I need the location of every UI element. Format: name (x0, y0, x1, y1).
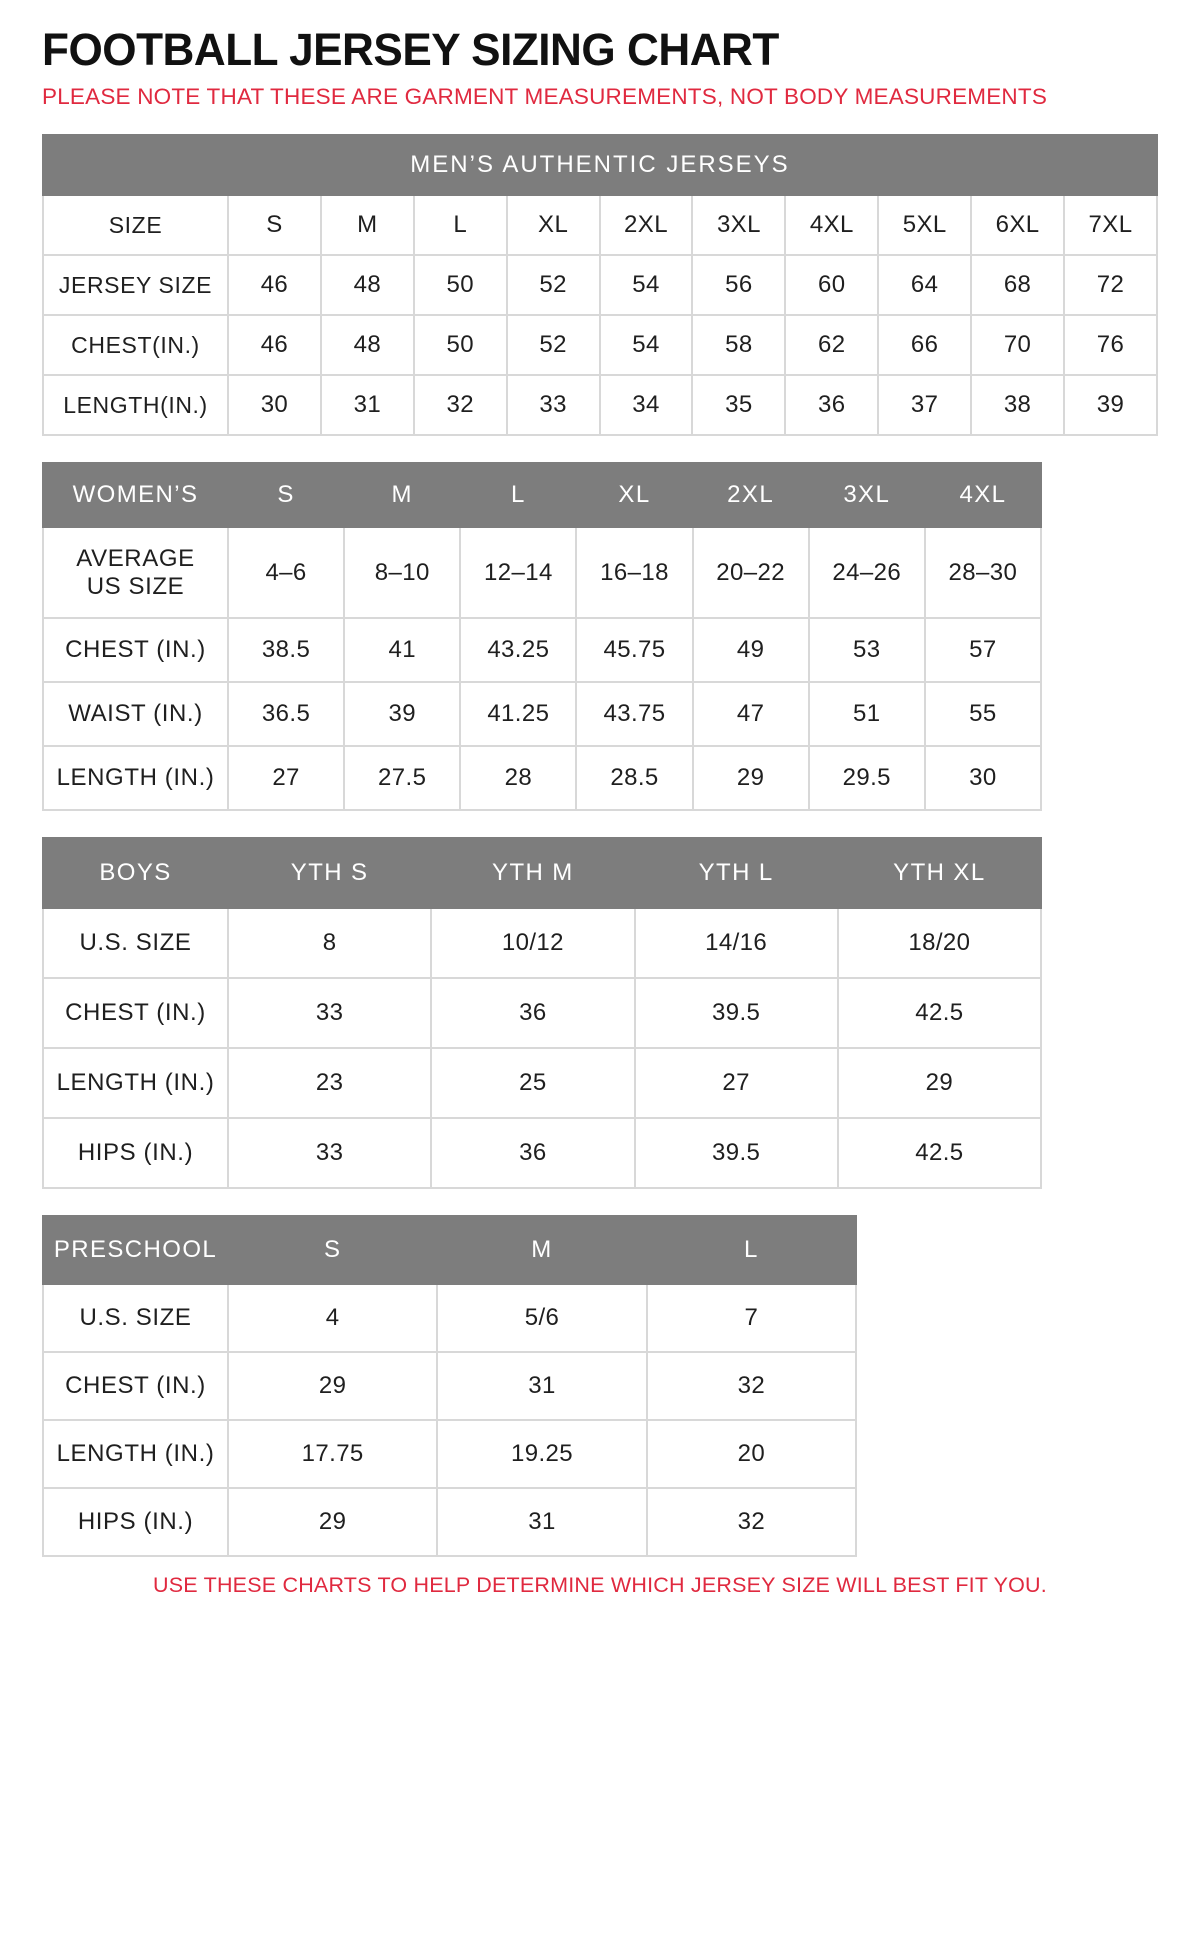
cell: 37 (878, 375, 971, 435)
cell: 32 (647, 1352, 856, 1420)
mens-table-wrapper (42, 134, 1158, 436)
table-row (43, 527, 1041, 618)
cell: 25 (431, 1048, 634, 1118)
column-header: YTH L (635, 838, 838, 908)
cell: 4–6 (228, 527, 344, 618)
cell: 62 (785, 315, 878, 375)
cell: 36 (431, 1118, 634, 1188)
cell: 55 (925, 682, 1041, 746)
cell: 31 (437, 1488, 646, 1556)
mens-band-label: MEN’S AUTHENTIC JERSEYS (43, 135, 1157, 195)
cell: 50 (414, 255, 507, 315)
measurement-note: PLEASE NOTE THAT THESE ARE GARMENT MEASUREMENTS, NOT BODY MEASUREMENTS (42, 84, 1048, 110)
cell: 39 (1064, 375, 1157, 435)
cell: 64 (878, 255, 971, 315)
cell: 56 (692, 255, 785, 315)
cell: 52 (507, 315, 600, 375)
table-row (43, 315, 1157, 375)
row-label: HIPS (IN.) (43, 1488, 228, 1556)
cell: 54 (600, 255, 693, 315)
row-label (43, 527, 228, 618)
table-row (43, 1352, 856, 1420)
row-label: WAIST (IN.) (43, 682, 228, 746)
column-header: L (460, 463, 576, 527)
cell: 33 (507, 375, 600, 435)
row-label: CHEST (IN.) (43, 978, 228, 1048)
cell: 43.25 (460, 618, 576, 682)
column-header: 4XL (925, 463, 1041, 527)
table-row (43, 618, 1041, 682)
cell: 8 (228, 908, 431, 978)
table-row (43, 1420, 856, 1488)
cell: 42.5 (838, 978, 1041, 1048)
cell: 33 (228, 1118, 431, 1188)
cell: L (414, 195, 507, 255)
cell: 41 (344, 618, 460, 682)
cell: 39 (344, 682, 460, 746)
page-title: FOOTBALL JERSEY SIZING CHART (42, 24, 779, 75)
cell: 7XL (1064, 195, 1157, 255)
row-label: U.S. SIZE (43, 1284, 228, 1352)
table-row (43, 908, 1041, 978)
table-header-row (43, 838, 1041, 908)
column-header: M (437, 1216, 646, 1284)
row-label: SIZE (43, 195, 228, 255)
cell: 49 (693, 618, 809, 682)
cell: 52 (507, 255, 600, 315)
womens-header-label: WOMEN’S (43, 463, 228, 527)
cell: 54 (600, 315, 693, 375)
row-label: CHEST (IN.) (43, 618, 228, 682)
table-row (43, 1118, 1041, 1188)
cell: 4 (228, 1284, 437, 1352)
cell: 10/12 (431, 908, 634, 978)
cell: 20–22 (693, 527, 809, 618)
cell: 39.5 (635, 978, 838, 1048)
cell: 32 (414, 375, 507, 435)
cell: 17.75 (228, 1420, 437, 1488)
cell: 45.75 (576, 618, 692, 682)
column-header: YTH S (228, 838, 431, 908)
cell: 60 (785, 255, 878, 315)
cell: 46 (228, 255, 321, 315)
cell: 3XL (692, 195, 785, 255)
table-row (43, 1048, 1041, 1118)
cell: 24–26 (809, 527, 925, 618)
row-label: JERSEY SIZE (43, 255, 228, 315)
column-header: XL (576, 463, 692, 527)
cell: 29 (228, 1352, 437, 1420)
cell: 14/16 (635, 908, 838, 978)
boys-header-label: BOYS (43, 838, 228, 908)
cell: XL (507, 195, 600, 255)
cell: 12–14 (460, 527, 576, 618)
cell: 5/6 (437, 1284, 646, 1352)
cell: S (228, 195, 321, 255)
cell: 46 (228, 315, 321, 375)
column-header: YTH XL (838, 838, 1041, 908)
cell: 39.5 (635, 1118, 838, 1188)
boys-table-wrapper (42, 837, 1042, 1189)
cell: 19.25 (437, 1420, 646, 1488)
cell: 28.5 (576, 746, 692, 810)
cell: 70 (971, 315, 1064, 375)
cell: 38 (971, 375, 1064, 435)
cell: 27.5 (344, 746, 460, 810)
row-label: LENGTH (IN.) (43, 746, 228, 810)
cell: 31 (437, 1352, 646, 1420)
cell: 28 (460, 746, 576, 810)
cell: 76 (1064, 315, 1157, 375)
cell: 29 (838, 1048, 1041, 1118)
row-label: LENGTH (IN.) (43, 1048, 228, 1118)
cell: 33 (228, 978, 431, 1048)
table-row (43, 255, 1157, 315)
row-label: LENGTH(IN.) (43, 375, 228, 435)
cell: 29 (228, 1488, 437, 1556)
row-label-line2: US SIZE (86, 572, 185, 600)
cell: 36 (431, 978, 634, 1048)
cell: 50 (414, 315, 507, 375)
cell: 48 (321, 255, 414, 315)
table-row (43, 1488, 856, 1556)
cell: 20 (647, 1420, 856, 1488)
cell: 34 (600, 375, 693, 435)
column-header: L (647, 1216, 856, 1284)
cell: 36 (785, 375, 878, 435)
cell: 23 (228, 1048, 431, 1118)
cell: 42.5 (838, 1118, 1041, 1188)
table-header-band-row (43, 135, 1157, 195)
cell: 2XL (600, 195, 693, 255)
preschool-table-wrapper (42, 1215, 857, 1557)
cell: 30 (925, 746, 1041, 810)
column-header: S (228, 1216, 437, 1284)
cell: 32 (647, 1488, 856, 1556)
cell: 43.75 (576, 682, 692, 746)
cell: 47 (693, 682, 809, 746)
cell: 8–10 (344, 527, 460, 618)
column-header: M (344, 463, 460, 527)
cell: 48 (321, 315, 414, 375)
mens-sizing-table (42, 134, 1158, 436)
cell: 29 (693, 746, 809, 810)
footer-note: USE THESE CHARTS TO HELP DETERMINE WHICH JERSEY SIZE WILL BEST FIT YOU. (153, 1573, 1047, 1598)
cell: M (321, 195, 414, 255)
table-row (43, 978, 1041, 1048)
preschool-header-label: PRESCHOOL (43, 1216, 228, 1284)
cell: 38.5 (228, 618, 344, 682)
table-row (43, 682, 1041, 746)
table-header-row (43, 1216, 856, 1284)
cell: 68 (971, 255, 1064, 315)
row-label: U.S. SIZE (43, 908, 228, 978)
cell: 18/20 (838, 908, 1041, 978)
cell: 27 (635, 1048, 838, 1118)
cell: 57 (925, 618, 1041, 682)
cell: 31 (321, 375, 414, 435)
column-header: YTH M (431, 838, 634, 908)
cell: 7 (647, 1284, 856, 1352)
column-header: 3XL (809, 463, 925, 527)
row-label-line1: AVERAGE (76, 545, 195, 573)
table-row (43, 746, 1041, 810)
column-header: 2XL (693, 463, 809, 527)
row-label: LENGTH (IN.) (43, 1420, 228, 1488)
cell: 6XL (971, 195, 1064, 255)
cell: 5XL (878, 195, 971, 255)
column-header: S (228, 463, 344, 527)
womens-sizing-table (42, 462, 1042, 811)
cell: 66 (878, 315, 971, 375)
cell: 27 (228, 746, 344, 810)
table-row (43, 375, 1157, 435)
row-label: HIPS (IN.) (43, 1118, 228, 1188)
table-header-row (43, 463, 1041, 527)
preschool-sizing-table (42, 1215, 857, 1557)
cell: 41.25 (460, 682, 576, 746)
cell: 51 (809, 682, 925, 746)
cell: 35 (692, 375, 785, 435)
table-row (43, 1284, 856, 1352)
cell: 29.5 (809, 746, 925, 810)
cell: 53 (809, 618, 925, 682)
womens-table-wrapper (42, 462, 1042, 811)
cell: 4XL (785, 195, 878, 255)
row-label: CHEST(IN.) (43, 315, 228, 375)
cell: 72 (1064, 255, 1157, 315)
cell: 28–30 (925, 527, 1041, 618)
table-row (43, 195, 1157, 255)
row-label: CHEST (IN.) (43, 1352, 228, 1420)
boys-sizing-table (42, 837, 1042, 1189)
cell: 58 (692, 315, 785, 375)
cell: 16–18 (576, 527, 692, 618)
cell: 36.5 (228, 682, 344, 746)
cell: 30 (228, 375, 321, 435)
